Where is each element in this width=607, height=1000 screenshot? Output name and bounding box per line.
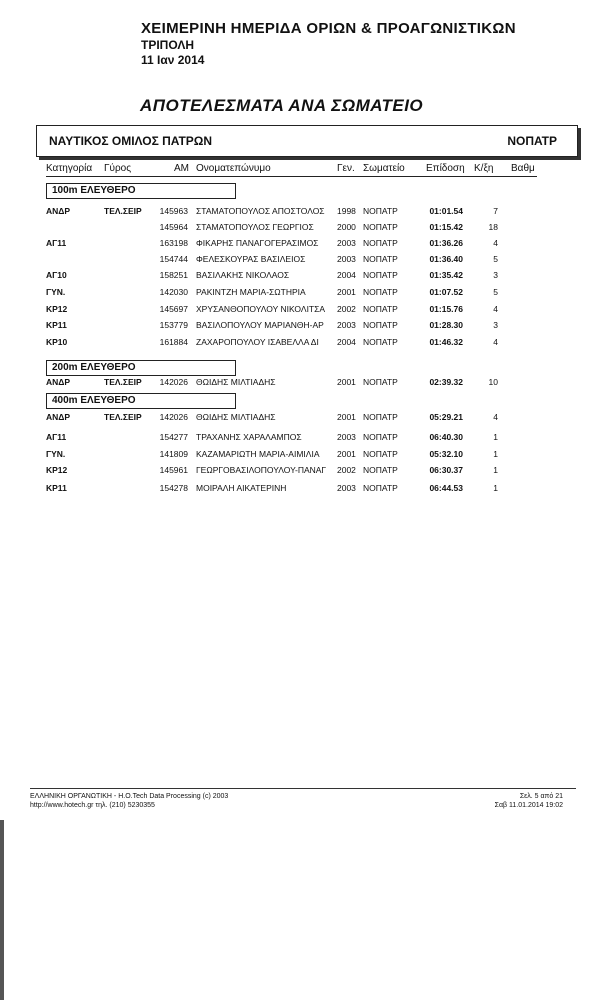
cell-name: ΣΤΑΜΑΤΟΠΟΥΛΟΣ ΑΠΟΣΤΟΛΟΣ xyxy=(196,206,325,216)
cell-category: ΑΓ11 xyxy=(46,432,67,442)
club-name: ΝΑΥΤΙΚΟΣ ΟΜΙΛΟΣ ΠΑΤΡΩΝ xyxy=(49,134,213,148)
meet-title: ΧΕΙΜΕΡΙΝΗ ΗΜΕΡΙΔΑ ΟΡΙΩΝ & ΠΡΟΑΓΩΝΙΣΤΙΚΩΝ xyxy=(141,20,516,37)
cell-rank: 1 xyxy=(493,449,498,459)
cell-rank: 4 xyxy=(493,238,498,248)
cell-am: 141809 xyxy=(159,449,188,459)
cell-am: 154277 xyxy=(159,432,188,442)
cell-name: ΒΑΣΙΛΟΠΟΥΛΟΥ ΜΑΡΙΑΝΘΗ-ΑΡ xyxy=(196,320,324,330)
cell-round: ΤΕΛ.ΣΕΙΡ xyxy=(104,377,142,387)
cell-time: 06:44.53 xyxy=(429,483,463,493)
cell-time: 01:15.76 xyxy=(429,304,463,314)
cell-time: 01:07.52 xyxy=(429,287,463,297)
club-header-box xyxy=(36,125,578,157)
cell-year: 2003 xyxy=(337,483,356,493)
cell-am: 158251 xyxy=(159,270,188,280)
cell-club: ΝΟΠΑΤΡ xyxy=(363,337,398,347)
cell-time: 05:29.21 xyxy=(429,412,463,422)
cell-club: ΝΟΠΑΤΡ xyxy=(363,320,398,330)
cell-club: ΝΟΠΑΤΡ xyxy=(363,432,398,442)
page-title: ΑΠΟΤΕΛΕΣΜΑΤΑ ΑΝΑ ΣΩΜΑΤΕΙΟ xyxy=(140,96,424,115)
event-title: 200m ΕΛΕΥΘΕΡΟ xyxy=(52,362,136,373)
cell-club: ΝΟΠΑΤΡ xyxy=(363,377,398,387)
cell-club: ΝΟΠΑΤΡ xyxy=(363,449,398,459)
club-code: ΝΟΠΑΤΡ xyxy=(507,134,557,148)
cell-rank: 1 xyxy=(493,432,498,442)
event-title-box xyxy=(46,183,236,199)
cell-year: 2001 xyxy=(337,287,356,297)
cell-category: ΑΓ11 xyxy=(46,238,67,248)
cell-rank: 1 xyxy=(493,483,498,493)
cell-name: ΣΤΑΜΑΤΟΠΟΥΛΟΣ ΓΕΩΡΓΙΟΣ xyxy=(196,222,314,232)
cell-rank: 1 xyxy=(493,465,498,475)
cell-category: ΓΥΝ. xyxy=(46,287,66,297)
cell-category: ΑΝΔΡ xyxy=(46,206,71,216)
cell-category: ΚΡ11 xyxy=(46,320,67,330)
cell-name: ΧΡΥΣΑΝΘΟΠΟΥΛΟΥ ΝΙΚΟΛΙΤΣΑ xyxy=(196,304,326,314)
cell-category: ΚΡ12 xyxy=(46,465,68,475)
cell-year: 2001 xyxy=(337,412,356,422)
cell-rank: 5 xyxy=(493,287,498,297)
cell-rank: 3 xyxy=(493,270,498,280)
cell-year: 2004 xyxy=(337,270,356,280)
cell-rank: 7 xyxy=(493,206,498,216)
cell-time: 05:32.10 xyxy=(429,449,463,459)
cell-club: ΝΟΠΑΤΡ xyxy=(363,206,398,216)
cell-time: 06:30.37 xyxy=(429,465,463,475)
meet-date: 11 Ιαν 2014 xyxy=(141,53,205,67)
cell-club: ΝΟΠΑΤΡ xyxy=(363,412,398,422)
cell-round: ΤΕΛ.ΣΕΙΡ xyxy=(104,412,142,422)
col-header-rank: Κ/ξη xyxy=(474,163,494,174)
cell-category: ΚΡ11 xyxy=(46,483,67,493)
cell-am: 142026 xyxy=(159,377,188,387)
cell-category: ΑΝΔΡ xyxy=(46,377,71,387)
event-title-box xyxy=(46,360,236,376)
cell-year: 2003 xyxy=(337,320,356,330)
cell-time: 01:36.26 xyxy=(429,238,463,248)
cell-rank: 5 xyxy=(493,254,498,264)
col-header-club: Σωματείο xyxy=(363,163,405,174)
col-header-round: Γύρος xyxy=(104,163,132,174)
cell-rank: 3 xyxy=(493,320,498,330)
scan-edge-mark xyxy=(0,820,4,1000)
cell-am: 154744 xyxy=(159,254,188,264)
cell-time: 02:39.32 xyxy=(429,377,463,387)
cell-club: ΝΟΠΑΤΡ xyxy=(363,222,398,232)
cell-name: ΚΑΖΑΜΑΡΙΩΤΗ ΜΑΡΙΑ-ΑΙΜΙΛΙΑ xyxy=(196,449,320,459)
cell-time: 01:28.30 xyxy=(429,320,463,330)
cell-rank: 18 xyxy=(488,222,498,232)
cell-rank: 4 xyxy=(493,412,498,422)
cell-rank: 4 xyxy=(493,337,498,347)
cell-time: 01:35.42 xyxy=(429,270,463,280)
cell-time: 01:15.42 xyxy=(429,222,463,232)
col-header-year: Γεν. xyxy=(337,163,355,174)
cell-club: ΝΟΠΑΤΡ xyxy=(363,270,398,280)
footer-website: http://www.hotech.gr τηλ. (210) 5230355 xyxy=(30,802,155,809)
cell-club: ΝΟΠΑΤΡ xyxy=(363,238,398,248)
cell-time: 01:36.40 xyxy=(429,254,463,264)
footer-rule xyxy=(30,788,576,789)
footer-page: Σελ. 5 από 21 xyxy=(519,793,563,800)
cell-name: ΘΩΙΔΗΣ ΜΙΛΤΙΑΔΗΣ xyxy=(196,377,276,387)
cell-year: 1998 xyxy=(337,206,356,216)
cell-year: 2000 xyxy=(337,222,356,232)
cell-am: 163198 xyxy=(159,238,188,248)
cell-name: ΡΑΚΙΝΤΖΗ ΜΑΡΙΑ-ΣΩΤΗΡΙΑ xyxy=(196,287,306,297)
cell-club: ΝΟΠΑΤΡ xyxy=(363,465,398,475)
cell-am: 142030 xyxy=(159,287,188,297)
col-header-category: Κατηγορία xyxy=(46,163,93,174)
cell-year: 2002 xyxy=(337,304,356,314)
cell-year: 2003 xyxy=(337,254,356,264)
cell-am: 145697 xyxy=(159,304,188,314)
cell-category: ΚΡ10 xyxy=(46,337,68,347)
cell-am: 142026 xyxy=(159,412,188,422)
col-header-name: Ονοματεπώνυμο xyxy=(196,163,271,174)
cell-rank: 10 xyxy=(488,377,498,387)
cell-club: ΝΟΠΑΤΡ xyxy=(363,254,398,264)
cell-am: 145963 xyxy=(159,206,188,216)
cell-club: ΝΟΠΑΤΡ xyxy=(363,287,398,297)
cell-club: ΝΟΠΑΤΡ xyxy=(363,483,398,493)
cell-name: ΦΕΛΕΣΚΟΥΡΑΣ ΒΑΣΙΛΕΙΟΣ xyxy=(196,254,306,264)
cell-category: ΚΡ12 xyxy=(46,304,68,314)
col-header-am: ΑΜ xyxy=(174,163,189,174)
cell-year: 2002 xyxy=(337,465,356,475)
cell-am: 161884 xyxy=(159,337,188,347)
cell-rank: 4 xyxy=(493,304,498,314)
cell-round: ΤΕΛ.ΣΕΙΡ xyxy=(104,206,142,216)
meet-city: ΤΡΙΠΟΛΗ xyxy=(141,38,195,52)
cell-name: ΖΑΧΑΡΟΠΟΥΛΟΥ ΙΣΑΒΕΛΛΑ ΔΙ xyxy=(196,337,319,347)
cell-year: 2001 xyxy=(337,449,356,459)
cell-time: 01:01.54 xyxy=(429,206,463,216)
cell-time: 01:46.32 xyxy=(429,337,463,347)
footer-datetime: Σαβ 11.01.2014 19:02 xyxy=(494,802,563,809)
cell-club: ΝΟΠΑΤΡ xyxy=(363,304,398,314)
col-header-points: Βαθμ xyxy=(511,163,535,174)
cell-year: 2003 xyxy=(337,432,356,442)
cell-am: 154278 xyxy=(159,483,188,493)
cell-name: ΤΡΑΧΑΝΗΣ ΧΑΡΑΛΑΜΠΟΣ xyxy=(196,432,302,442)
cell-year: 2004 xyxy=(337,337,356,347)
cell-am: 145964 xyxy=(159,222,188,232)
cell-category: ΓΥΝ. xyxy=(46,449,66,459)
event-title-box xyxy=(46,393,236,409)
cell-category: ΑΝΔΡ xyxy=(46,412,71,422)
cell-year: 2001 xyxy=(337,377,356,387)
cell-name: ΓΕΩΡΓΟΒΑΣΙΛΟΠΟΥΛΟΥ-ΠΑΝΑΓ xyxy=(196,465,327,475)
cell-name: ΘΩΙΔΗΣ ΜΙΛΤΙΑΔΗΣ xyxy=(196,412,276,422)
cell-time: 06:40.30 xyxy=(429,432,463,442)
cell-year: 2003 xyxy=(337,238,356,248)
event-title: 100m ΕΛΕΥΘΕΡΟ xyxy=(52,185,136,196)
cell-category: ΑΓ10 xyxy=(46,270,67,280)
cell-name: ΦΙΚΑΡΗΣ ΠΑΝΑΓΟΓΕΡΑΣΙΜΟΣ xyxy=(196,238,319,248)
cell-am: 145961 xyxy=(159,465,188,475)
cell-name: ΜΟΙΡΑΛΗ ΑΙΚΑΤΕΡΙΝΗ xyxy=(196,483,287,493)
event-title: 400m ΕΛΕΥΘΕΡΟ xyxy=(52,395,136,406)
col-header-time: Επίδοση xyxy=(426,163,465,174)
footer-company: ΕΛΛΗΝΙΚΗ ΟΡΓΑΝΩΤΙΚΗ - H.O.Tech Data Processing (c) 2003 xyxy=(30,793,229,800)
cell-am: 153779 xyxy=(159,320,188,330)
cell-name: ΒΑΣΙΛΑΚΗΣ ΝΙΚΟΛΑΟΣ xyxy=(196,270,290,280)
column-header-rule xyxy=(46,176,537,177)
